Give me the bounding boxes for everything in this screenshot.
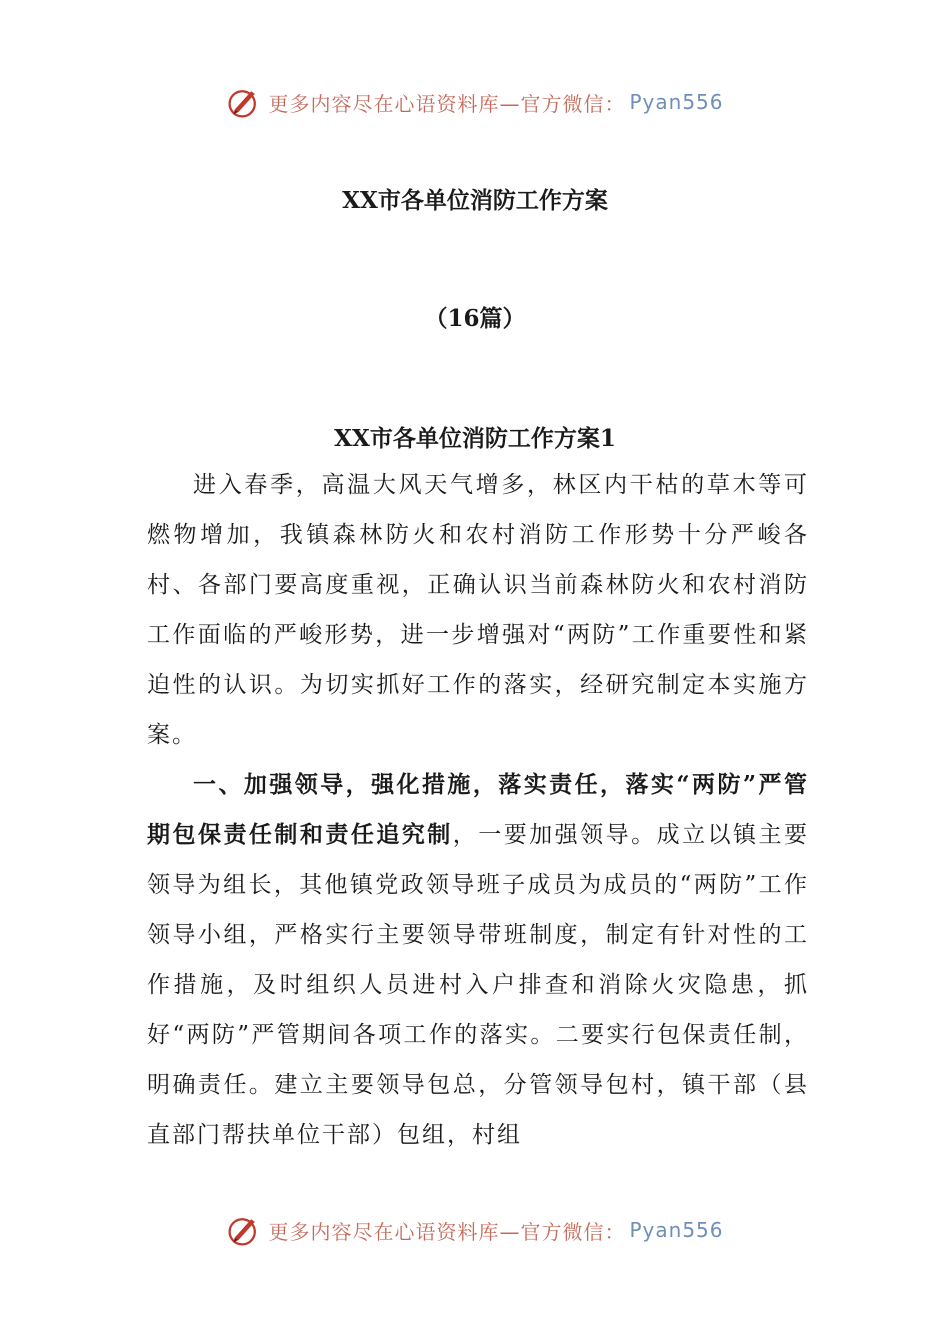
watermark-header — [0, 82, 950, 122]
watermark-footer — [0, 1210, 950, 1250]
document-count: （16篇） — [424, 305, 526, 332]
watermark-text: 更多内容尽在心语资料库—官方微信： — [268, 91, 626, 116]
paragraph-2-heading: 一、加强领导，强化措施，落实责任，落实“两防”严管期包保责任制和责任追究制 — [147, 771, 809, 848]
paragraph-2 — [147, 760, 809, 1160]
pen-logo-icon — [226, 1212, 262, 1248]
document-title: XX市各单位消防工作方案 — [342, 187, 608, 214]
section-title: XX市各单位消防工作方案1 — [334, 425, 616, 452]
watermark-text: 更多内容尽在心语资料库—官方微信： — [268, 1219, 626, 1244]
watermark-wechat-id: Pyan556 — [629, 90, 724, 114]
pen-logo-icon — [226, 84, 262, 120]
paragraph-1: 进入春季，高温大风天气增多，林区内干枯的草木等可燃物增加，我镇森林防火和农村消防工作形势十分严峻各村、各部门要高度重视，正确认识当前森林防火和农村消防工作面临的严峻形势，进一步增强对“两防”工作重要性和紧迫性的认识。为切实抓好工作的落实，经研究制定本实施方案。 — [147, 472, 809, 748]
document-body — [147, 460, 809, 1160]
paragraph-2-body: ，一要加强领导。成立以镇主要领导为组长，其他镇党政领导班子成员为成员的“两防”工作领导小组，严格实行主要领导带班制度，制定有针对性的工作措施，及时组织人员进村入户排查和消除火灾隐患，抓好“两防”严管期间各项工作的落实。二要实行包保责任制，明确责任。建立主要领导包总，分管领导包村，镇干部（县直部门帮扶单位干部）包组，村组 — [147, 822, 810, 1148]
watermark-wechat-id: Pyan556 — [629, 1218, 724, 1242]
